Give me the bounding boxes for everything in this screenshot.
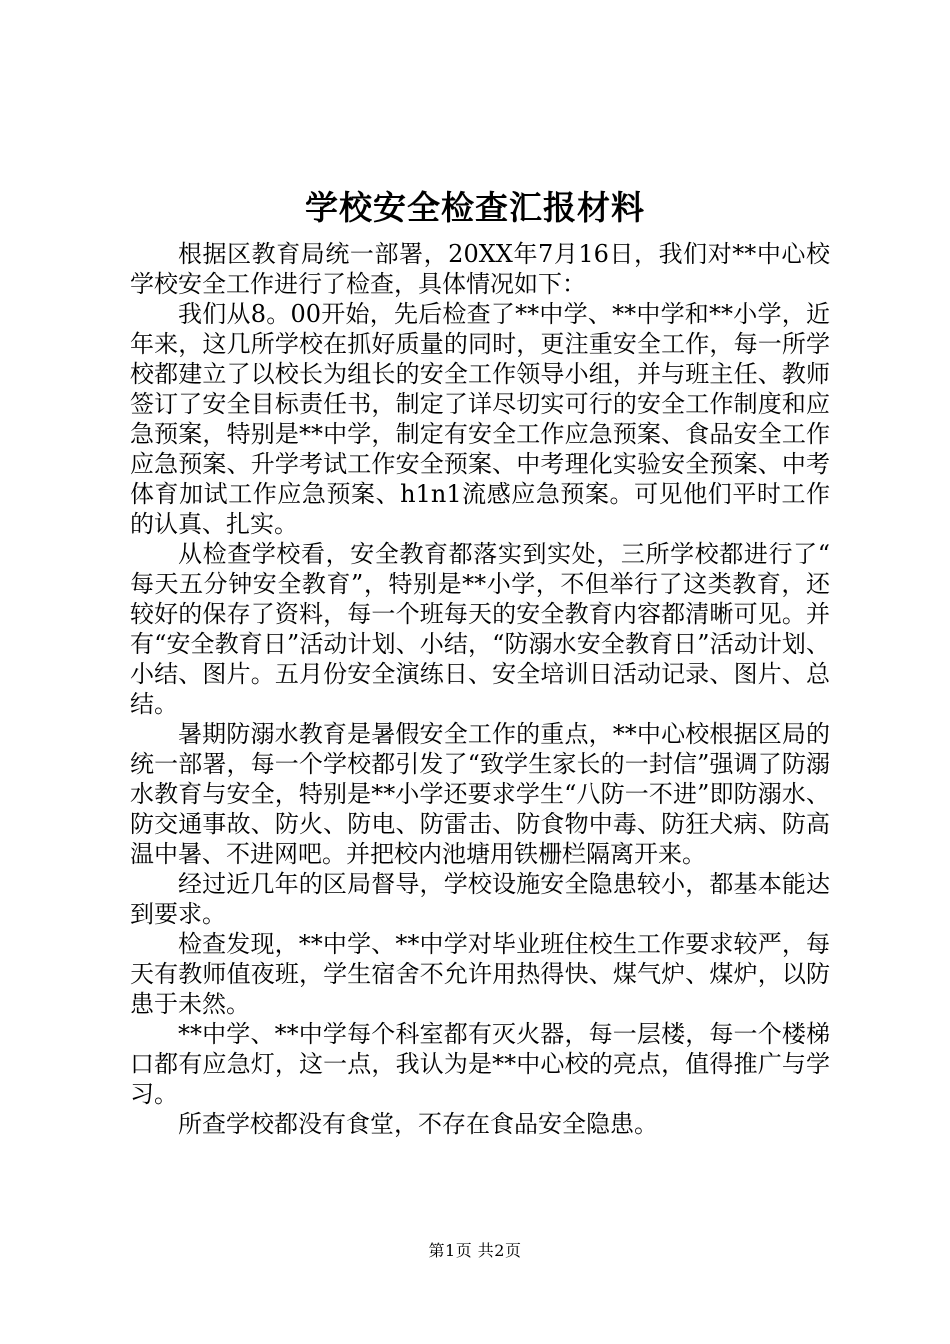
paragraph-drowning-prevention: 暑期防溺水教育是暑假安全工作的重点，**中心校根据区局的统一部署，每一个学校都引发了“致学生家长的一封信”强调了防溺水教育与安全，特别是**小学还要求学生“八防一不进”即防溺水、防交通事故、防火、防电、防雷击、防食物中毒、防狂犬病、防高温中暑、不进网吧。并把校内池塘用铁栅栏隔离开来。	[130, 720, 830, 868]
paragraph-inspection-overview: 我们从8。00开始，先后检查了**中学、**中学和**小学，近年来，这几所学校在抓好质量的同时，更注重安全工作，每一所学校都建立了以校长为组长的安全工作领导小组，并与班主任、教师签订了安全目标责任书，制定了详尽切实可行的安全工作制度和应急预案，特别是**中学，制定有安全工作应急预案、食品安全工作应急预案、升学考试工作安全预案、中考理化实验安全预案、中考体育加试工作应急预案、h1n1流感应急预案。可见他们平时工作的认真、扎实。	[130, 300, 830, 538]
paragraph-food-safety: 所查学校都没有食堂，不存在食品安全隐患。	[178, 1110, 658, 1138]
document-title: 学校安全检查汇报材料	[305, 188, 645, 227]
paragraph-intro: 根据区教育局统一部署，20XX年7月16日，我们对**中心校学校安全工作进行了检查，具体情况如下：	[130, 240, 830, 298]
paragraph-facilities: 经过近几年的区局督导，学校设施安全隐患较小，都基本能达到要求。	[130, 870, 830, 928]
document-body	[130, 239, 830, 1139]
page-number-footer: 第1页 共2页	[428, 1241, 522, 1260]
paragraph-fire-safety: **中学、**中学每个科室都有灭火器，每一层楼，每一个楼梯口都有应急灯，这一点，我认为是**中心校的亮点，值得推广与学习。	[130, 1020, 830, 1108]
paragraph-dormitory: 检查发现，**中学、**中学对毕业班住校生工作要求较严，每天有教师值夜班，学生宿舍不允许用热得快、煤气炉、煤炉，以防患于未然。	[130, 930, 830, 1018]
paragraph-safety-education: 从检查学校看，安全教育都落实到实处，三所学校都进行了“每天五分钟安全教育”，特别是**小学，不但举行了这类教育，还较好的保存了资料，每一个班每天的安全教育内容都清晰可见。并有“安全教育日”活动计划、小结，“防溺水安全教育日”活动计划、小结、图片。五月份安全演练日、安全培训日活动记录、图片、总结。	[130, 540, 830, 718]
